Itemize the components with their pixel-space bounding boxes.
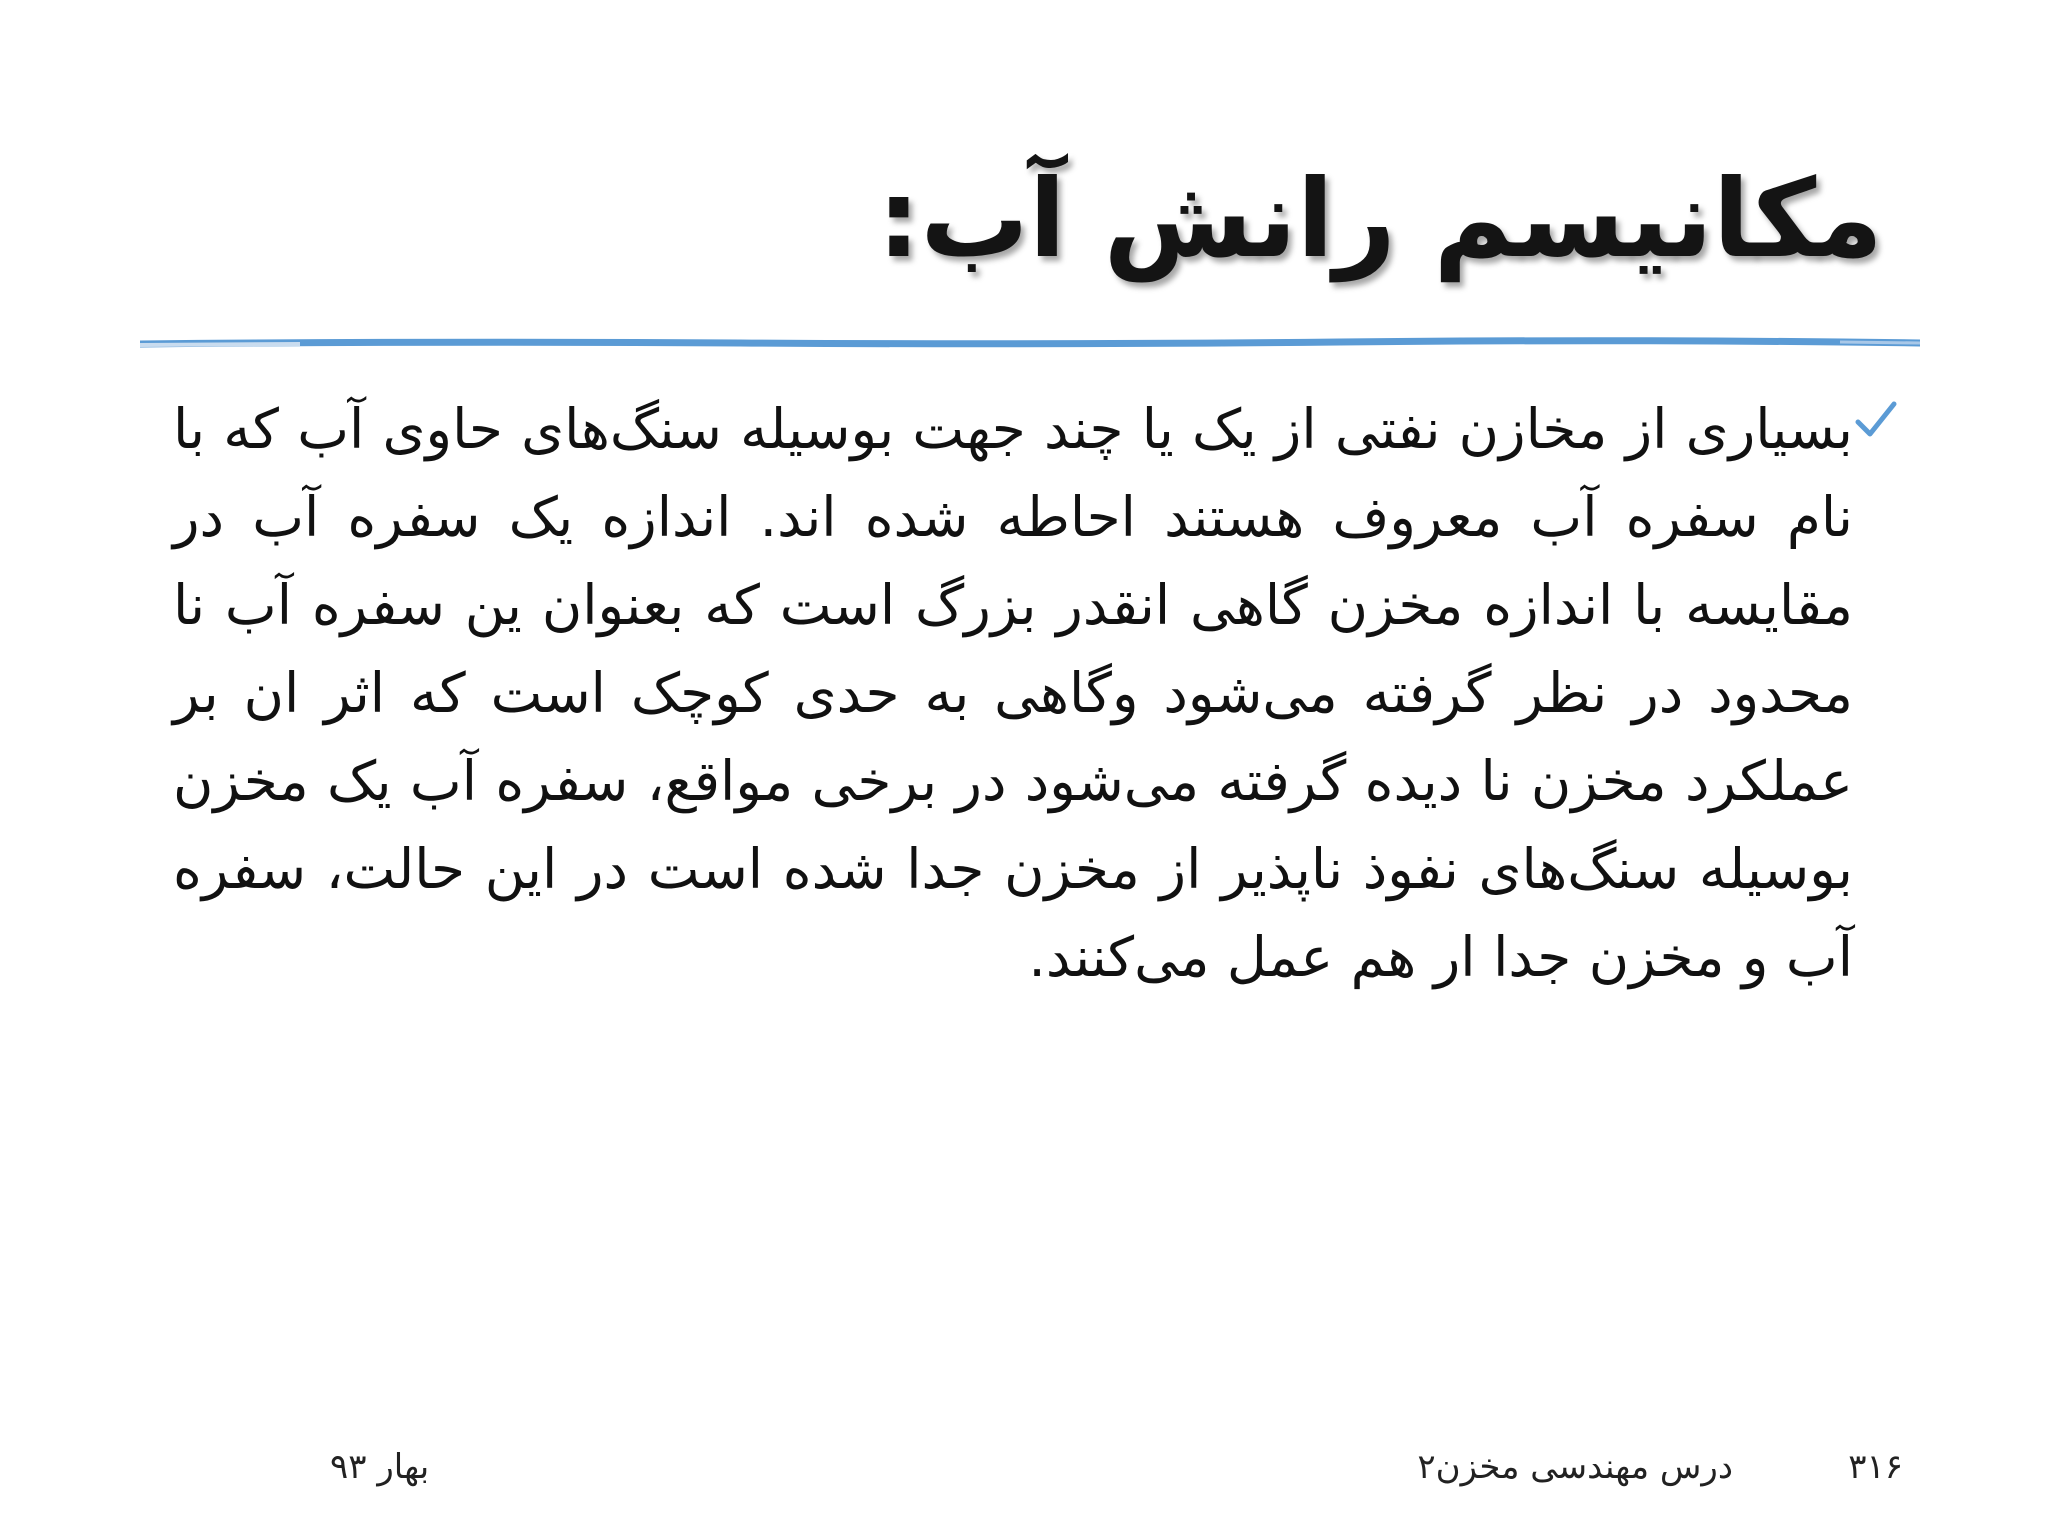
checkmark-icon — [1854, 398, 1898, 442]
footer-term: بهار ۹۳ — [330, 1447, 430, 1487]
slide-title: مکانیسم رانش آب: — [877, 157, 1883, 282]
footer-page-number: ۳۱۶ — [1848, 1447, 1903, 1487]
bullet-paragraph: بسیاری از مخازن نفتی از یک یا چند جهت بوسیله سنگ‌های حاوی آب که با نام سفره آب معروف هستند احاطه شده اند. اندازه یک سفره آب در مقایسه با اندازه مخزن گاهی انقدر بزرگ است که بعنوان ین سفره آب نا محدود در نظر گرفته می‌شود وگاهی به حدی کوچک است که اثر ان بر عملکرد مخزن نا دیده گرفته می‌شود در برخی مواقع، سفره آب یک مخزن بوسیله سنگ‌های نفوذ ناپذیر از مخزن جدا شده است در این حالت، سفره آب و مخزن جدا ار هم عمل می‌کنند. — [173, 397, 1853, 989]
title-divider — [140, 336, 1920, 350]
footer-course-name: درس مهندسی مخزن۲ — [1417, 1447, 1733, 1487]
